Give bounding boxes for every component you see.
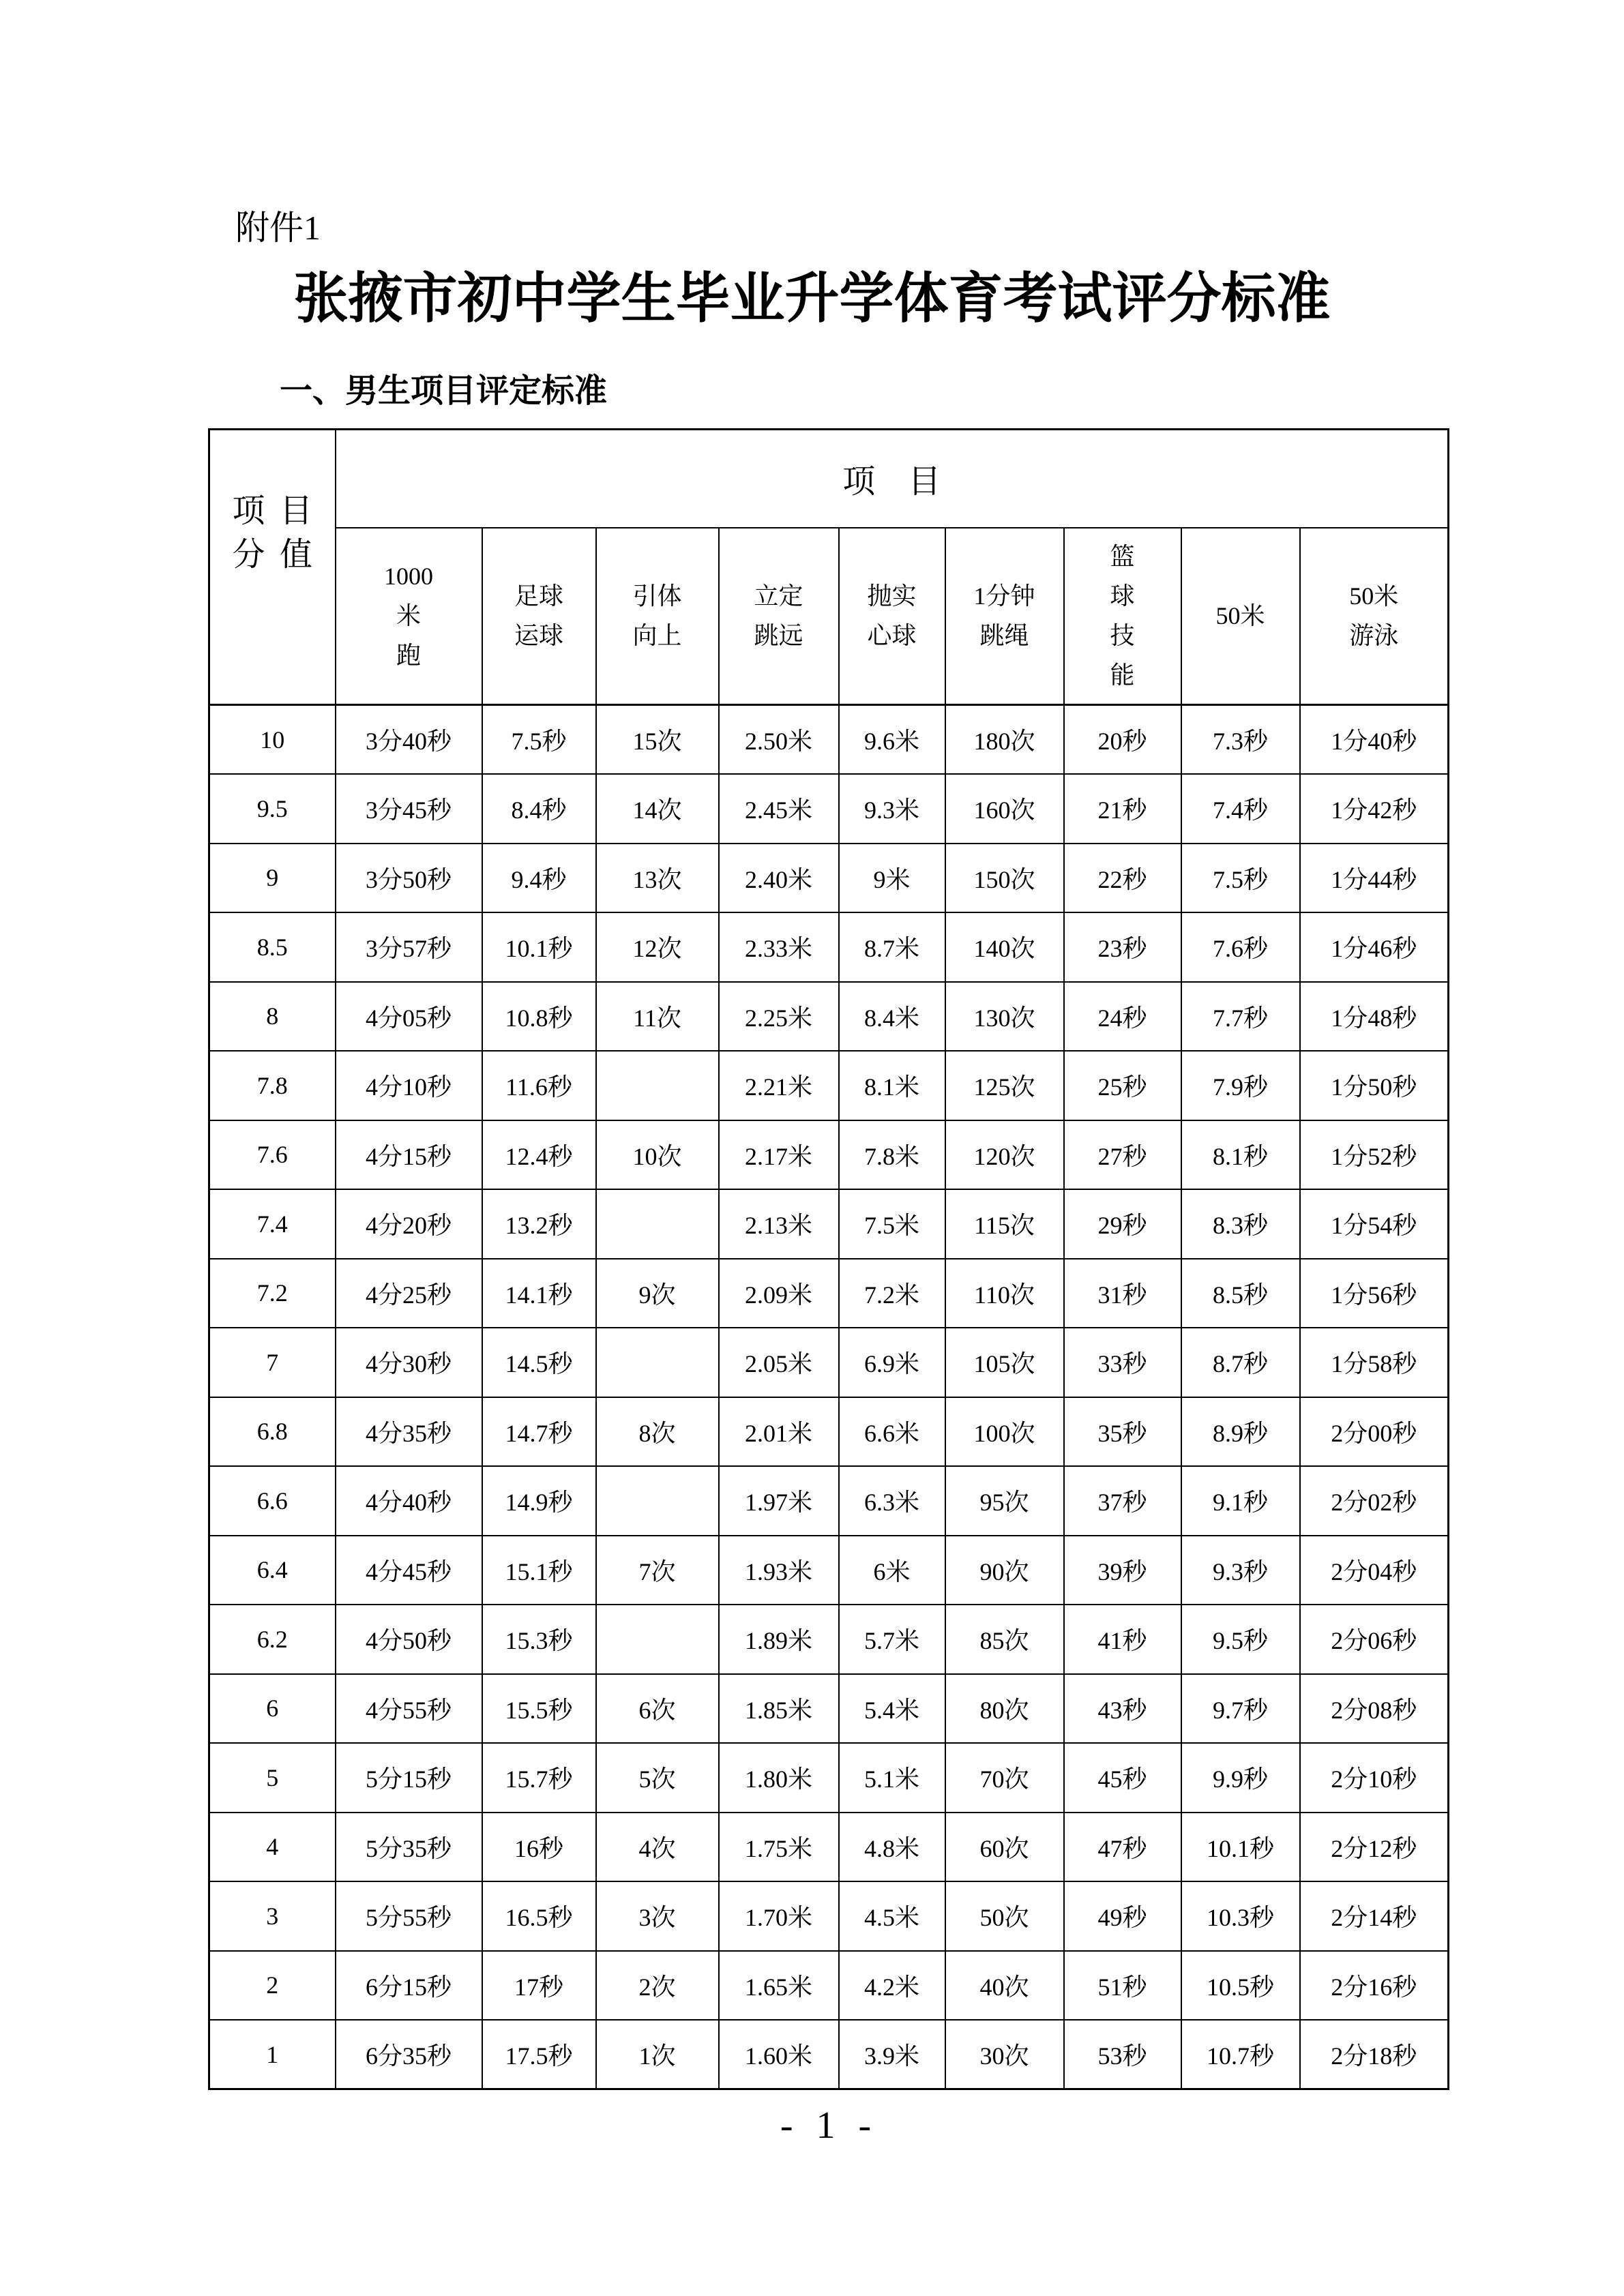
score-cell: 6.4 xyxy=(209,1536,336,1605)
value-cell: 5分35秒 xyxy=(336,1813,482,1882)
value-cell: 80次 xyxy=(945,1674,1064,1744)
score-cell: 10 xyxy=(209,705,336,775)
value-cell: 10.5秒 xyxy=(1181,1951,1300,2021)
value-cell xyxy=(596,1189,719,1259)
value-cell: 9米 xyxy=(839,844,945,913)
column-header-line: 50米 xyxy=(1349,582,1399,610)
table-row xyxy=(209,982,1449,1052)
value-cell: 23秒 xyxy=(1064,912,1181,982)
value-cell: 8.9秒 xyxy=(1181,1397,1300,1467)
value-cell: 95次 xyxy=(945,1466,1064,1536)
value-cell: 1分44秒 xyxy=(1300,844,1449,913)
value-cell: 8.5秒 xyxy=(1181,1259,1300,1328)
column-header-line: 游泳 xyxy=(1349,622,1399,650)
value-cell: 9.1秒 xyxy=(1181,1466,1300,1536)
table-header xyxy=(209,430,1449,705)
value-cell: 2分02秒 xyxy=(1300,1466,1449,1536)
value-cell: 15.3秒 xyxy=(482,1605,596,1674)
column-header-line: 球 xyxy=(1110,582,1135,610)
value-cell: 140次 xyxy=(945,912,1064,982)
value-cell: 110次 xyxy=(945,1259,1064,1328)
value-cell: 20秒 xyxy=(1064,705,1181,775)
value-cell: 17.5秒 xyxy=(482,2020,596,2089)
table-row xyxy=(209,774,1449,844)
value-cell: 90次 xyxy=(945,1536,1064,1605)
value-cell: 1分50秒 xyxy=(1300,1051,1449,1120)
value-cell: 8次 xyxy=(596,1397,719,1467)
value-cell: 2分04秒 xyxy=(1300,1536,1449,1605)
value-cell: 3分57秒 xyxy=(336,912,482,982)
group-header-row xyxy=(209,430,1449,528)
value-cell: 150次 xyxy=(945,844,1064,913)
value-cell: 8.7米 xyxy=(839,912,945,982)
value-cell: 7.4秒 xyxy=(1181,774,1300,844)
value-cell: 33秒 xyxy=(1064,1328,1181,1397)
page-number: - 1 - xyxy=(780,2104,879,2147)
value-cell: 125次 xyxy=(945,1051,1064,1120)
value-cell: 4分55秒 xyxy=(336,1674,482,1744)
value-cell: 1.80米 xyxy=(719,1743,839,1813)
value-cell: 2.17米 xyxy=(719,1120,839,1190)
value-cell: 10.7秒 xyxy=(1181,2020,1300,2089)
column-header-basketball-skill xyxy=(1064,528,1181,705)
value-cell: 10.8秒 xyxy=(482,982,596,1052)
value-cell: 7.2米 xyxy=(839,1259,945,1328)
value-cell: 8.4米 xyxy=(839,982,945,1052)
value-cell: 2分16秒 xyxy=(1300,1951,1449,2021)
value-cell: 17秒 xyxy=(482,1951,596,2021)
value-cell: 4分35秒 xyxy=(336,1397,482,1467)
value-cell: 9.5秒 xyxy=(1181,1605,1300,1674)
column-header-line: 跳绳 xyxy=(979,622,1029,650)
value-cell: 3分45秒 xyxy=(336,774,482,844)
table-row xyxy=(209,1120,1449,1190)
value-cell xyxy=(596,1466,719,1536)
value-cell: 7.5秒 xyxy=(482,705,596,775)
value-cell: 4分05秒 xyxy=(336,982,482,1052)
value-cell: 7.5秒 xyxy=(1181,844,1300,913)
value-cell: 27秒 xyxy=(1064,1120,1181,1190)
value-cell: 100次 xyxy=(945,1397,1064,1467)
value-cell: 43秒 xyxy=(1064,1674,1181,1744)
value-cell: 16秒 xyxy=(482,1813,596,1882)
column-header-line: 引体 xyxy=(632,582,682,610)
section-heading: 一、男生项目评定标准 xyxy=(280,373,608,409)
value-cell: 14次 xyxy=(596,774,719,844)
value-cell: 2.25米 xyxy=(719,982,839,1052)
value-cell: 9.4秒 xyxy=(482,844,596,913)
column-header-solid-ball-throw xyxy=(839,528,945,705)
value-cell: 2分10秒 xyxy=(1300,1743,1449,1813)
value-cell: 2.45米 xyxy=(719,774,839,844)
table-row xyxy=(209,1189,1449,1259)
column-header-one-min-rope-skip xyxy=(945,528,1064,705)
score-cell: 6.2 xyxy=(209,1605,336,1674)
value-cell: 4分25秒 xyxy=(336,1259,482,1328)
value-cell: 6.6米 xyxy=(839,1397,945,1467)
value-cell: 49秒 xyxy=(1064,1881,1181,1951)
column-header-run-1000m xyxy=(336,528,482,705)
value-cell: 37秒 xyxy=(1064,1466,1181,1536)
table-row xyxy=(209,1397,1449,1467)
table-body xyxy=(209,705,1449,2089)
value-cell: 120次 xyxy=(945,1120,1064,1190)
value-cell: 70次 xyxy=(945,1743,1064,1813)
value-cell: 1.89米 xyxy=(719,1605,839,1674)
column-header-line: 技 xyxy=(1110,622,1135,650)
value-cell: 39秒 xyxy=(1064,1536,1181,1605)
group-header-events: 项目 xyxy=(336,430,1449,528)
value-cell: 9.3米 xyxy=(839,774,945,844)
value-cell: 115次 xyxy=(945,1189,1064,1259)
value-cell: 3.9米 xyxy=(839,2020,945,2089)
score-cell: 1 xyxy=(209,2020,336,2089)
value-cell: 15.5秒 xyxy=(482,1674,596,1744)
table-row xyxy=(209,1951,1449,2021)
value-cell: 5.4米 xyxy=(839,1674,945,1744)
value-cell: 3次 xyxy=(596,1881,719,1951)
value-cell: 14.7秒 xyxy=(482,1397,596,1467)
value-cell: 1次 xyxy=(596,2020,719,2089)
value-cell: 2.21米 xyxy=(719,1051,839,1120)
value-cell: 2分14秒 xyxy=(1300,1881,1449,1951)
value-cell: 24秒 xyxy=(1064,982,1181,1052)
value-cell: 1.70米 xyxy=(719,1881,839,1951)
value-cell: 9.3秒 xyxy=(1181,1536,1300,1605)
value-cell: 6米 xyxy=(839,1536,945,1605)
value-cell: 4.2米 xyxy=(839,1951,945,2021)
column-header-line: 1000 xyxy=(384,563,433,591)
value-cell: 41秒 xyxy=(1064,1605,1181,1674)
value-cell: 4.8米 xyxy=(839,1813,945,1882)
score-cell: 7.4 xyxy=(209,1189,336,1259)
value-cell: 1分48秒 xyxy=(1300,982,1449,1052)
column-header-line: 抛实 xyxy=(867,582,917,610)
table-row xyxy=(209,2020,1449,2089)
value-cell: 10.1秒 xyxy=(482,912,596,982)
value-cell: 2次 xyxy=(596,1951,719,2021)
value-cell: 16.5秒 xyxy=(482,1881,596,1951)
score-cell: 5 xyxy=(209,1743,336,1813)
table-row xyxy=(209,1051,1449,1120)
value-cell: 7.3秒 xyxy=(1181,705,1300,775)
value-cell: 1.65米 xyxy=(719,1951,839,2021)
value-cell: 25秒 xyxy=(1064,1051,1181,1120)
value-cell: 4分15秒 xyxy=(336,1120,482,1190)
value-cell: 3分40秒 xyxy=(336,705,482,775)
score-cell: 8 xyxy=(209,982,336,1052)
score-cell: 2 xyxy=(209,1951,336,2021)
value-cell: 4次 xyxy=(596,1813,719,1882)
column-header-line: 向上 xyxy=(632,622,682,650)
table-row xyxy=(209,1813,1449,1882)
value-cell: 7次 xyxy=(596,1536,719,1605)
column-header-swim-50m xyxy=(1300,528,1449,705)
value-cell: 2.09米 xyxy=(719,1259,839,1328)
value-cell: 1.97米 xyxy=(719,1466,839,1536)
value-cell: 7.7秒 xyxy=(1181,982,1300,1052)
value-cell: 180次 xyxy=(945,705,1064,775)
score-cell: 7.6 xyxy=(209,1120,336,1190)
value-cell: 1分56秒 xyxy=(1300,1259,1449,1328)
value-cell: 8.3秒 xyxy=(1181,1189,1300,1259)
value-cell: 4分45秒 xyxy=(336,1536,482,1605)
value-cell: 1.60米 xyxy=(719,2020,839,2089)
value-cell: 30次 xyxy=(945,2020,1064,2089)
value-cell: 13次 xyxy=(596,844,719,913)
value-cell: 1分46秒 xyxy=(1300,912,1449,982)
score-cell: 6.8 xyxy=(209,1397,336,1467)
column-header-line: 心球 xyxy=(867,622,917,650)
value-cell: 2.50米 xyxy=(719,705,839,775)
value-cell: 6.9米 xyxy=(839,1328,945,1397)
value-cell: 7.6秒 xyxy=(1181,912,1300,982)
value-cell: 105次 xyxy=(945,1328,1064,1397)
table-row xyxy=(209,1881,1449,1951)
value-cell: 47秒 xyxy=(1064,1813,1181,1882)
value-cell: 53秒 xyxy=(1064,2020,1181,2089)
value-cell: 2分00秒 xyxy=(1300,1397,1449,1467)
table-row xyxy=(209,1536,1449,1605)
value-cell: 1.85米 xyxy=(719,1674,839,1744)
corner-header-score-value xyxy=(209,430,336,705)
table-row xyxy=(209,844,1449,913)
value-cell: 130次 xyxy=(945,982,1064,1052)
table-row xyxy=(209,1466,1449,1536)
table-row xyxy=(209,912,1449,982)
column-header-row xyxy=(209,528,1449,705)
value-cell: 35秒 xyxy=(1064,1397,1181,1467)
value-cell: 10.3秒 xyxy=(1181,1881,1300,1951)
value-cell xyxy=(596,1051,719,1120)
value-cell: 9.6米 xyxy=(839,705,945,775)
value-cell: 4分40秒 xyxy=(336,1466,482,1536)
value-cell: 14.5秒 xyxy=(482,1328,596,1397)
scoring-table xyxy=(208,428,1449,2090)
score-cell: 3 xyxy=(209,1881,336,1951)
column-header-line: 立定 xyxy=(754,582,803,610)
value-cell: 51秒 xyxy=(1064,1951,1181,2021)
score-cell: 6.6 xyxy=(209,1466,336,1536)
column-header-line: 能 xyxy=(1110,661,1135,689)
score-cell: 6 xyxy=(209,1674,336,1744)
value-cell: 2.01米 xyxy=(719,1397,839,1467)
value-cell: 2.13米 xyxy=(719,1189,839,1259)
value-cell: 12.4秒 xyxy=(482,1120,596,1190)
value-cell: 11.6秒 xyxy=(482,1051,596,1120)
value-cell: 9次 xyxy=(596,1259,719,1328)
score-cell: 9.5 xyxy=(209,774,336,844)
value-cell: 4分30秒 xyxy=(336,1328,482,1397)
value-cell: 6次 xyxy=(596,1674,719,1744)
column-header-standing-long-jump xyxy=(719,528,839,705)
value-cell: 8.4秒 xyxy=(482,774,596,844)
value-cell: 2.40米 xyxy=(719,844,839,913)
attachment-label: 附件1 xyxy=(235,209,321,247)
value-cell xyxy=(596,1605,719,1674)
score-cell: 7.2 xyxy=(209,1259,336,1328)
value-cell: 15.7秒 xyxy=(482,1743,596,1813)
value-cell: 1分52秒 xyxy=(1300,1120,1449,1190)
value-cell: 2分08秒 xyxy=(1300,1674,1449,1744)
table-row xyxy=(209,1743,1449,1813)
value-cell: 5分15秒 xyxy=(336,1743,482,1813)
column-header-line: 足球 xyxy=(514,582,563,610)
value-cell: 6分15秒 xyxy=(336,1951,482,2021)
table-row xyxy=(209,1259,1449,1328)
value-cell: 14.1秒 xyxy=(482,1259,596,1328)
value-cell: 2分06秒 xyxy=(1300,1605,1449,1674)
table-row xyxy=(209,1605,1449,1674)
value-cell: 15.1秒 xyxy=(482,1536,596,1605)
corner-header-line: 分值 xyxy=(232,536,327,573)
value-cell xyxy=(596,1328,719,1397)
column-header-line: 篮 xyxy=(1110,543,1135,571)
column-header-line: 米 xyxy=(396,602,421,630)
table-row xyxy=(209,1674,1449,1744)
value-cell: 8.1米 xyxy=(839,1051,945,1120)
table-row xyxy=(209,1328,1449,1397)
value-cell: 6分35秒 xyxy=(336,2020,482,2089)
page-title: 张掖市初中学生毕业升学体育考试评分标准 xyxy=(293,269,1331,329)
value-cell: 4.5米 xyxy=(839,1881,945,1951)
value-cell: 2分18秒 xyxy=(1300,2020,1449,2089)
value-cell: 8.1秒 xyxy=(1181,1120,1300,1190)
value-cell: 7.8米 xyxy=(839,1120,945,1190)
score-cell: 9 xyxy=(209,844,336,913)
value-cell: 2.05米 xyxy=(719,1328,839,1397)
table-row xyxy=(209,705,1449,775)
value-cell: 85次 xyxy=(945,1605,1064,1674)
value-cell: 15次 xyxy=(596,705,719,775)
value-cell: 5分55秒 xyxy=(336,1881,482,1951)
value-cell: 31秒 xyxy=(1064,1259,1181,1328)
value-cell: 7.5米 xyxy=(839,1189,945,1259)
value-cell: 45秒 xyxy=(1064,1743,1181,1813)
value-cell: 2.33米 xyxy=(719,912,839,982)
column-header-sprint-50m xyxy=(1181,528,1300,705)
value-cell: 5次 xyxy=(596,1743,719,1813)
value-cell: 7.9秒 xyxy=(1181,1051,1300,1120)
column-header-line: 跑 xyxy=(396,642,421,670)
score-cell: 7 xyxy=(209,1328,336,1397)
value-cell: 13.2秒 xyxy=(482,1189,596,1259)
column-header-line: 1分钟 xyxy=(973,582,1035,610)
value-cell: 4分20秒 xyxy=(336,1189,482,1259)
column-header-line: 50米 xyxy=(1215,602,1265,630)
value-cell: 14.9秒 xyxy=(482,1466,596,1536)
value-cell: 4分50秒 xyxy=(336,1605,482,1674)
corner-header-line: 项目 xyxy=(232,492,327,529)
value-cell: 29秒 xyxy=(1064,1189,1181,1259)
value-cell: 1.75米 xyxy=(719,1813,839,1882)
value-cell: 4分10秒 xyxy=(336,1051,482,1120)
value-cell: 10.1秒 xyxy=(1181,1813,1300,1882)
value-cell: 5.7米 xyxy=(839,1605,945,1674)
value-cell: 21秒 xyxy=(1064,774,1181,844)
value-cell: 60次 xyxy=(945,1813,1064,1882)
value-cell: 1分58秒 xyxy=(1300,1328,1449,1397)
column-header-line: 跳远 xyxy=(754,622,803,650)
value-cell: 10次 xyxy=(596,1120,719,1190)
value-cell: 2分12秒 xyxy=(1300,1813,1449,1882)
value-cell: 12次 xyxy=(596,912,719,982)
value-cell: 9.9秒 xyxy=(1181,1743,1300,1813)
value-cell: 11次 xyxy=(596,982,719,1052)
value-cell: 1分54秒 xyxy=(1300,1189,1449,1259)
value-cell: 8.7秒 xyxy=(1181,1328,1300,1397)
value-cell: 1分40秒 xyxy=(1300,705,1449,775)
value-cell: 1.93米 xyxy=(719,1536,839,1605)
score-cell: 8.5 xyxy=(209,912,336,982)
column-header-line: 运球 xyxy=(514,622,563,650)
value-cell: 5.1米 xyxy=(839,1743,945,1813)
value-cell: 160次 xyxy=(945,774,1064,844)
column-header-pull-up xyxy=(596,528,719,705)
value-cell: 50次 xyxy=(945,1881,1064,1951)
value-cell: 3分50秒 xyxy=(336,844,482,913)
score-cell: 7.8 xyxy=(209,1051,336,1120)
value-cell: 9.7秒 xyxy=(1181,1674,1300,1744)
score-cell: 4 xyxy=(209,1813,336,1882)
value-cell: 40次 xyxy=(945,1951,1064,2021)
value-cell: 22秒 xyxy=(1064,844,1181,913)
value-cell: 6.3米 xyxy=(839,1466,945,1536)
column-header-soccer-dribble xyxy=(482,528,596,705)
value-cell: 1分42秒 xyxy=(1300,774,1449,844)
